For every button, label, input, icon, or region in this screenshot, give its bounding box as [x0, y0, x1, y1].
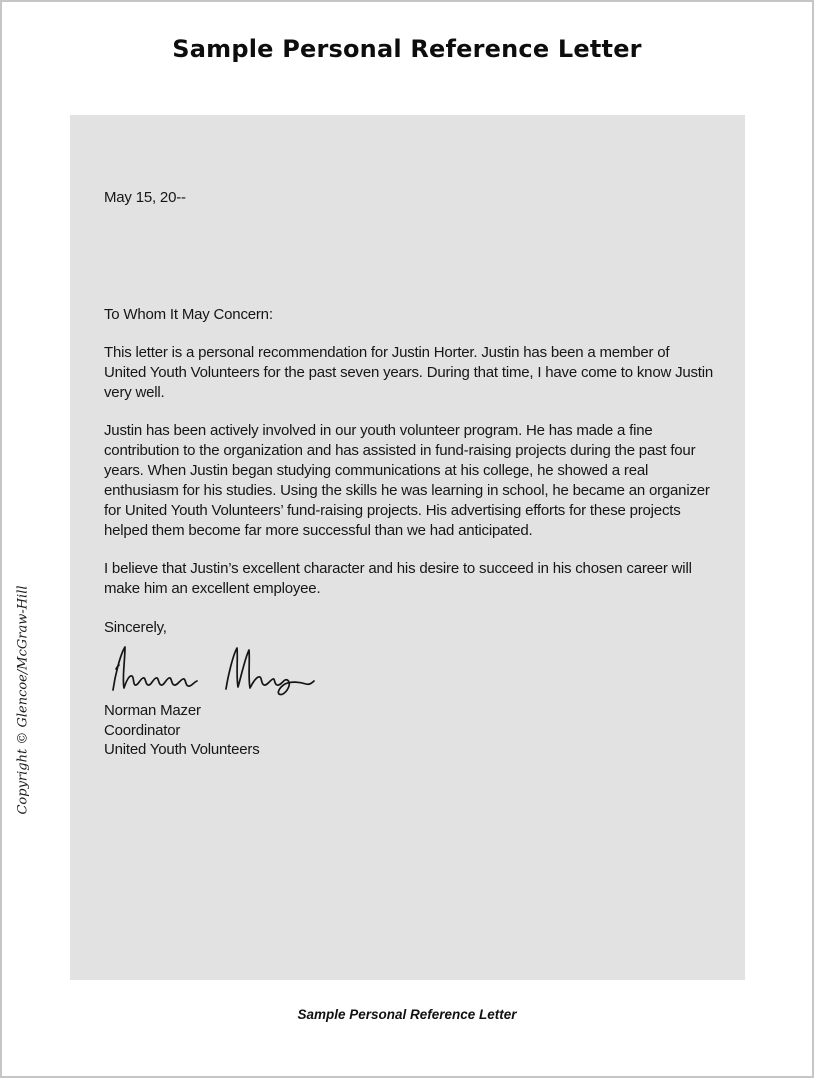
page-footer: Sample Personal Reference Letter: [297, 1007, 517, 1022]
letter-closing: Sincerely,: [104, 619, 167, 636]
handwritten-signature: [104, 643, 322, 701]
letter-body: [70, 115, 745, 980]
signature-image: [104, 643, 322, 701]
letter-date: May 15, 20--: [104, 189, 186, 206]
copyright-sidebar-text: Copyright © Glencoe/McGraw-Hill: [15, 585, 31, 815]
signer-block: [104, 701, 715, 760]
letter-salutation: To Whom It May Concern:: [104, 306, 273, 323]
signer-title: Coordinator: [104, 721, 181, 739]
signer-name: Norman Mazer: [104, 702, 201, 719]
letter-paragraph-2: Justin has been actively involved in our youth volunteer program. He has made a fine contribution to the organization and has assisted in fund-raising projects during the past four years. When Justin began studying communications at his college, he showed a real enthusiasm for his studies. Using the skills he was learning in school, he became an organizer for United Youth Volunteers’ fund-raising projects. His advertising efforts for these projects helped them become far more successful than we had anticipated.: [104, 422, 710, 539]
letter-paragraph-1: This letter is a personal recommendation for Justin Horter. Justin has been a member of United Youth Volunteers for the past seven years. During that time, I have come to know Justin very well.: [104, 344, 714, 401]
signer-organization: United Youth Volunteers: [104, 741, 260, 758]
letter-paragraph-3: I believe that Justin’s excellent character and his desire to succeed in his chosen career will make him an excellent employee.: [104, 560, 692, 597]
page-title: Sample Personal Reference Letter: [172, 35, 642, 63]
